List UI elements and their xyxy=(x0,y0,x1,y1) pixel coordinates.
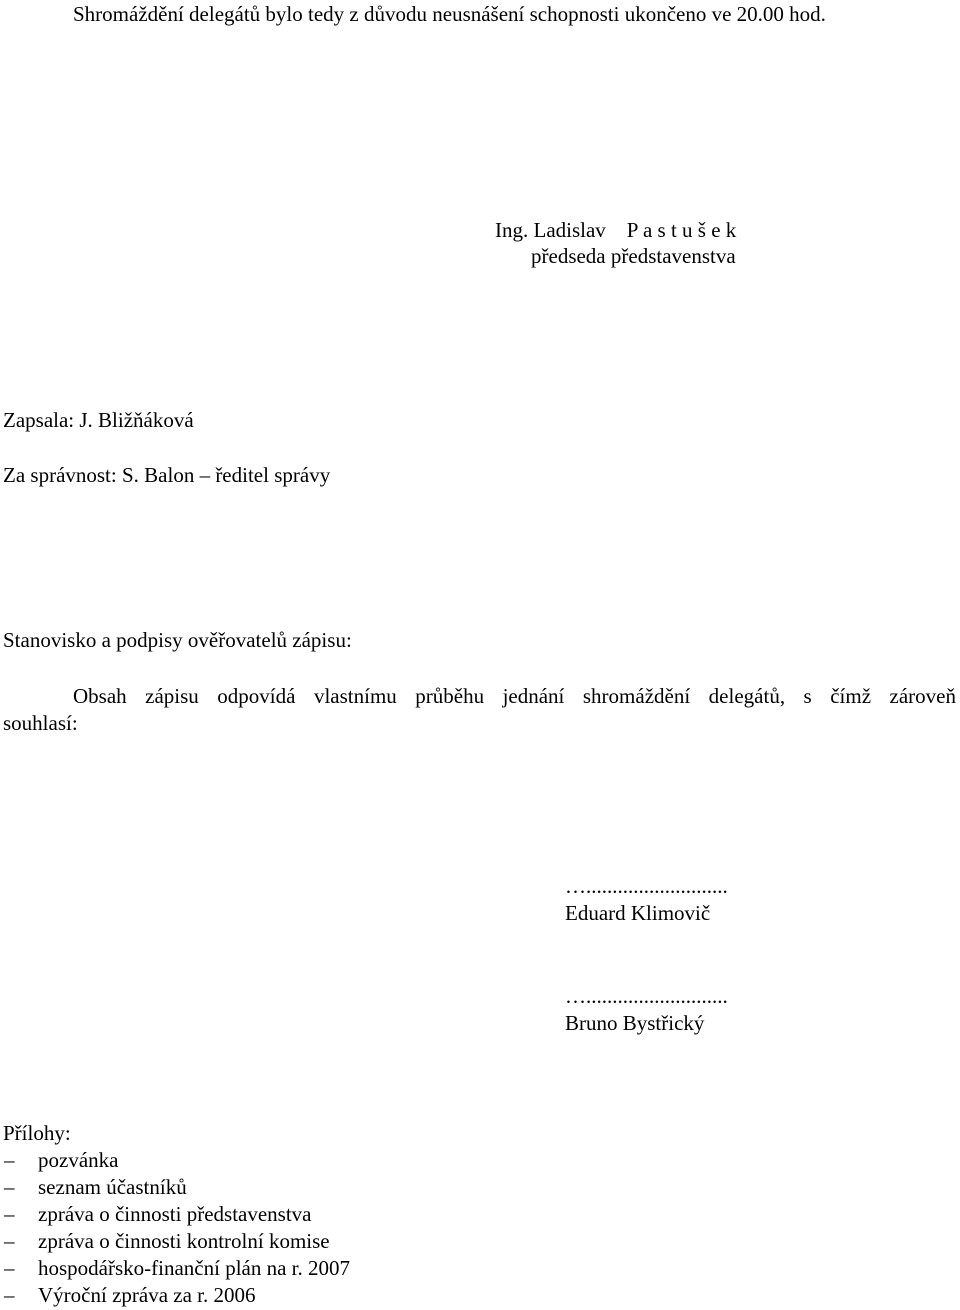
attachment-item-label: zpráva o činnosti představenstva xyxy=(38,1202,312,1226)
signature-line-2: …........................... xyxy=(565,984,728,1008)
attachment-item xyxy=(4,1258,350,1279)
closing-statement: Shromáždění delegátů bylo tedy z důvodu neusnášení schopnosti ukončeno ve 20.00 hod. xyxy=(73,2,826,26)
recorded-by: Zapsala: J. Bližňáková xyxy=(3,408,194,432)
attachment-item xyxy=(4,1150,118,1171)
attachment-item-label: hospodářsko-finanční plán na r. 2007 xyxy=(38,1256,351,1280)
chairman-title: předseda představenstva xyxy=(531,244,736,268)
signatory-name-2: Bruno Bystřický xyxy=(565,1011,705,1035)
attachment-item-label: pozvánka xyxy=(38,1148,119,1172)
verifiers-statement-line-2: souhlasí: xyxy=(3,711,78,735)
attachment-item xyxy=(4,1177,187,1198)
dash-bullet: – xyxy=(4,1148,15,1172)
dash-bullet: – xyxy=(4,1283,15,1307)
signature-line-1: …........................... xyxy=(565,874,728,898)
dash-bullet: – xyxy=(4,1175,15,1199)
verifiers-heading: Stanovisko a podpisy ověřovatelů zápisu: xyxy=(3,628,352,652)
dash-bullet: – xyxy=(4,1256,15,1280)
chairman-name: Ing. Ladislav P a s t u š e k xyxy=(495,218,737,242)
attachment-item-label: seznam účastníků xyxy=(38,1175,187,1199)
signatory-name-1: Eduard Klimovič xyxy=(565,901,711,925)
attachments-heading: Přílohy: xyxy=(3,1121,71,1145)
attachment-item-label: Výroční zpráva za r. 2006 xyxy=(38,1283,256,1307)
attachment-item xyxy=(4,1285,256,1306)
verified-by: Za správnost: S. Balon – ředitel správy xyxy=(3,463,331,487)
dash-bullet: – xyxy=(4,1229,15,1253)
attachment-item xyxy=(4,1231,330,1252)
verifiers-statement xyxy=(3,683,956,737)
verifiers-statement-line-1: Obsah zápisu odpovídá vlastnímu průběhu jednání shromáždění delegátů, s čímž zároveň xyxy=(73,684,956,708)
attachment-item xyxy=(4,1204,312,1225)
attachment-item-label: zpráva o činnosti kontrolní komise xyxy=(38,1229,330,1253)
dash-bullet: – xyxy=(4,1202,15,1226)
